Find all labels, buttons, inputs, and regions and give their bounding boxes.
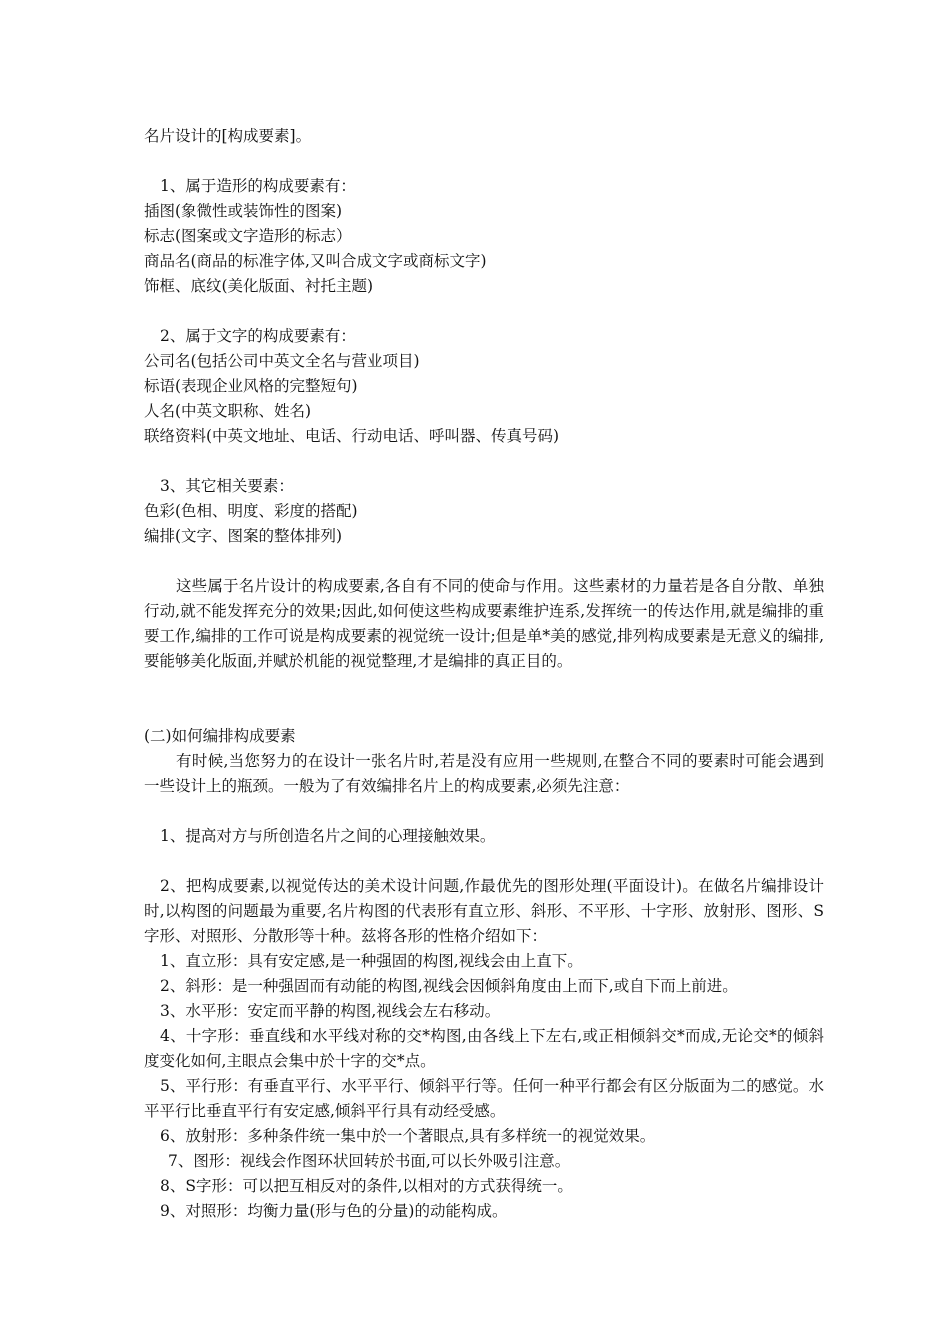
list-item: 公司名(包括公司中英文全名与营业项目) — [144, 352, 420, 370]
spacer — [144, 299, 824, 324]
list-item: 饰框、底纹(美化版面、衬托主题) — [144, 277, 374, 295]
spacer — [144, 674, 824, 724]
spacer — [144, 149, 824, 174]
list-item: 色彩(色相、明度、彩度的搭配) — [144, 502, 358, 520]
list-item: 插图(象微性或装饰性的图案) — [144, 202, 343, 220]
spacer — [144, 449, 824, 474]
spacer — [144, 549, 824, 574]
list-item: 联络资料(中英文地址、电话、行动电话、呼叫器、传真号码) — [144, 427, 560, 445]
shape-item: 7、图形：视线会作图环状回转於书面,可以长外吸引注意。 — [168, 1152, 571, 1170]
shape-item: 1、直立形：具有安定感,是一种强固的构图,视线会由上直下。 — [160, 952, 583, 970]
list-item: 编排(文字、图案的整体排列) — [144, 527, 343, 545]
point-item: 1、提高对方与所创造名片之间的心理接触效果。 — [160, 827, 496, 845]
shape-item: 2、斜形：是一种强固而有动能的构图,视线会因倾斜角度由上而下,或自下而上前进。 — [160, 977, 738, 995]
section2-heading: 2、属于文字的构成要素有： — [160, 327, 356, 345]
spacer — [144, 849, 824, 874]
shape-item: 9、对照形：均衡力量(形与色的分量)的动能构成。 — [160, 1202, 508, 1220]
section-title: (二)如何编排构成要素 — [144, 727, 296, 745]
doc-title: 名片设计的[构成要素]。 — [144, 127, 312, 145]
shape-item: 8、S字形：可以把互相反对的条件,以相对的方式获得统一。 — [160, 1177, 573, 1195]
list-item: 标语(表现企业风格的完整短句) — [144, 377, 358, 395]
list-item: 人名(中英文职称、姓名) — [144, 402, 312, 420]
list-item: 商品名(商品的标准字体,又叫合成文字或商标文字) — [144, 252, 487, 270]
point-item: 2、把构成要素,以视觉传达的美术设计问题,作最优先的图形处理(平面设计)。在做名片编排设计时,以构图的问题最为重要,名片构图的代表形有直立形、斜形、不平形、十字形、放射形、图形、S字形、对照形、分散形等十种。兹将各形的性格介绍如下： — [144, 877, 824, 945]
shape-item: 4、十字形：垂直线和水平线对称的交*构图,由各线上下左右,或正相倾斜交*而成,无论交*的倾斜度变化如何,主眼点会集中於十字的交*点。 — [144, 1027, 824, 1070]
paragraph-intro: 有时候,当您努力的在设计一张名片时,若是没有应用一些规则,在整合不同的要素时可能会遇到一些设计上的瓶颈。一般为了有效编排名片上的构成要素,必须先注意： — [144, 752, 824, 795]
document-body — [144, 124, 824, 1224]
shape-item: 3、水平形：安定而平静的构图,视线会左右移动。 — [160, 1002, 501, 1020]
shape-item: 6、放射形：多种条件统一集中於一个著眼点,具有多样统一的视觉效果。 — [160, 1127, 656, 1145]
section1-heading: 1、属于造形的构成要素有： — [160, 177, 356, 195]
list-item: 标志(图案或文字造形的标志） — [144, 227, 352, 245]
spacer — [144, 799, 824, 824]
section3-heading: 3、其它相关要素： — [160, 477, 294, 495]
paragraph-summary: 这些属于名片设计的构成要素,各自有不同的使命与作用。这些素材的力量若是各自分散、单独行动,就不能发挥充分的效果;因此,如何使这些构成要素维护连系,发挥统一的传达作用,就是编排的重要工作,编排的工作可说是构成要素的视觉统一设计;但是单*美的感觉,排列构成要素是无意义的编排,要能够美化版面,并赋於机能的视觉整理,才是编排的真正目的。 — [144, 577, 824, 670]
shape-item: 5、平行形：有垂直平行、水平平行、倾斜平行等。任何一种平行都会有区分版面为二的感觉。水平平行比垂直平行有安定感,倾斜平行具有动经受感。 — [144, 1077, 824, 1120]
